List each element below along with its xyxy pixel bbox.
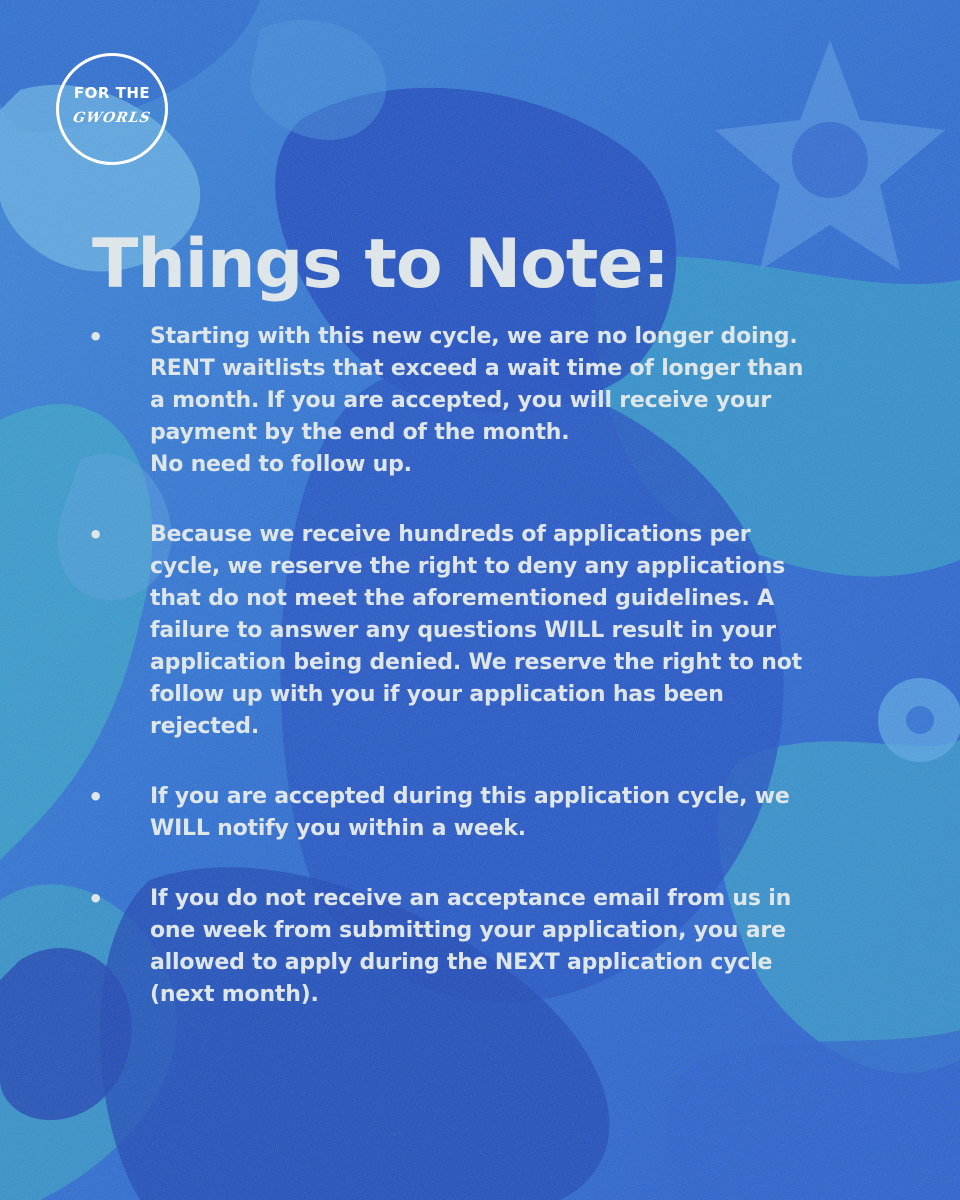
note-text: If you are accepted during this application cycle, we WILL notify you within a week. [150,784,790,841]
note-item-notification [88,781,898,845]
bullet-marker: • [88,323,104,351]
note-text: If you do not receive an acceptance email from us in one week from submitting your application, you are allowed to apply during the NEXT application cycle (next month). [150,886,792,1007]
note-text: Starting with this new cycle, we are no longer doing. RENT waitlists that exceed a wait time of longer than a month. If you are accepted, you will receive your payment by the end of the month. No need to follow up. [150,324,804,477]
notes-list [88,321,898,1049]
note-text: Because we receive hundreds of applications per cycle, we reserve the right to deny any applications that do not meet the aforementioned guidelines. A failure to answer any questions WILL result in your application being denied. We reserve the right to not follow up with you if your application has been rejected. [150,522,802,739]
logo-line-for-the: FOR THE [73,84,151,102]
note-item-reapply [88,883,898,1011]
brand-logo [56,53,168,165]
bullet-marker: • [88,521,104,549]
page-title: Things to Note: [92,225,669,304]
logo-line-gworls: GWORLS [71,110,153,126]
note-item-waitlist [88,321,898,481]
bullet-marker: • [88,885,104,913]
note-item-denial-policy [88,519,898,743]
bullet-marker: • [88,783,104,811]
